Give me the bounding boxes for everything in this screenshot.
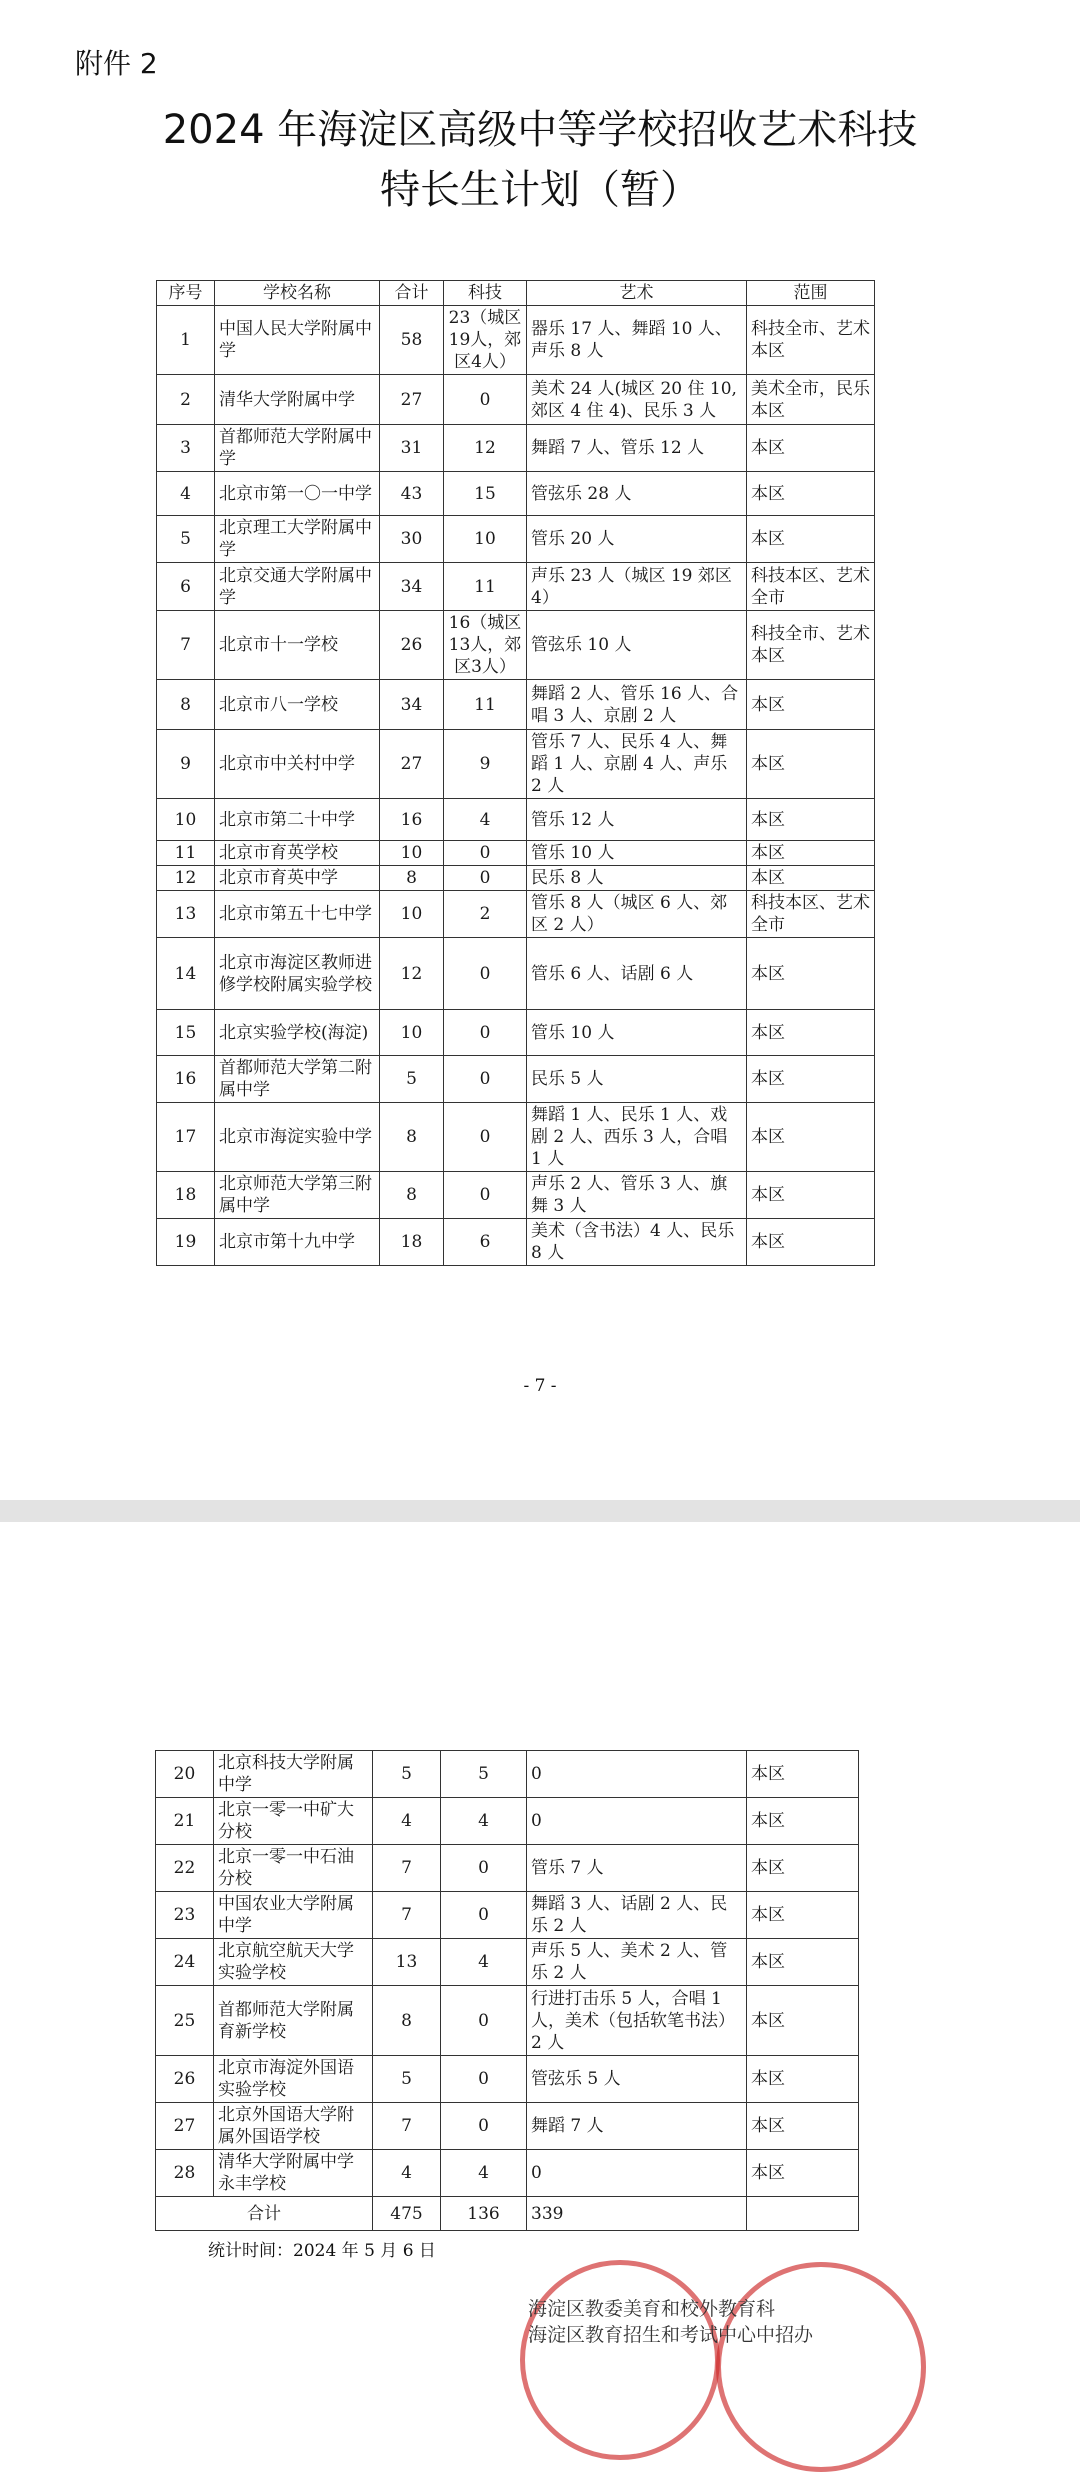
issuer-line2: 海淀区教育招生和考试中心中招办 [528,2324,814,2346]
school-name: 中国人民大学附属中学 [215,306,380,375]
row-index: 17 [157,1103,215,1172]
tech-count: 11 [444,680,527,730]
table-row [157,1172,875,1219]
row-index: 12 [157,866,215,891]
row-index: 18 [157,1172,215,1219]
scope: 本区 [747,516,875,563]
art-detail: 器乐 17 人、舞蹈 10 人、声乐 8 人 [527,306,747,375]
table-row [157,680,875,730]
scope: 本区 [747,866,875,891]
school-name: 北京市海淀外国语实验学校 [214,2056,373,2103]
scope: 本区 [747,1103,875,1172]
row-index: 5 [157,516,215,563]
school-name: 北京市海淀实验中学 [215,1103,380,1172]
art-detail: 管乐 12 人 [527,799,747,841]
row-index: 8 [157,680,215,730]
table-row [157,938,875,1010]
scope: 科技本区、艺术全市 [747,563,875,611]
school-name: 清华大学附属中学 [215,375,380,425]
table-row [157,611,875,680]
document-title-line2: 特长生计划（暂） [380,167,700,213]
tech-count: 4 [441,1798,527,1845]
tech-count: 0 [444,1056,527,1103]
table-row [156,2150,859,2197]
scope: 本区 [747,1056,875,1103]
row-index: 23 [156,1892,214,1939]
school-name: 中国农业大学附属中学 [214,1892,373,1939]
scope: 本区 [747,1986,859,2056]
total-count: 31 [380,425,444,472]
row-index: 25 [156,1986,214,2056]
row-index: 28 [156,2150,214,2197]
school-name: 北京市育英中学 [215,866,380,891]
total-count: 43 [380,472,444,516]
scope: 本区 [747,472,875,516]
school-name: 北京市第五十七中学 [215,891,380,938]
scope: 本区 [747,1219,875,1266]
art-detail: 管乐 8 人（城区 6 人、郊区 2 人） [527,891,747,938]
tech-count: 16（城区13人，郊区3人） [444,611,527,680]
total-sum: 475 [373,2197,441,2231]
table-row [157,425,875,472]
row-index: 24 [156,1939,214,1986]
header-art: 艺术 [527,281,747,306]
school-name: 北京市十一学校 [215,611,380,680]
art-detail: 0 [527,1751,747,1798]
row-index: 14 [157,938,215,1010]
total-count: 8 [380,866,444,891]
tech-count: 0 [441,1845,527,1892]
table-row [156,1892,859,1939]
scope: 本区 [747,841,875,866]
table-row [157,841,875,866]
school-name: 北京师范大学第三附属中学 [215,1172,380,1219]
scope: 本区 [747,1892,859,1939]
scope: 本区 [747,680,875,730]
row-index: 27 [156,2103,214,2150]
scope: 本区 [747,799,875,841]
school-name: 北京理工大学附属中学 [215,516,380,563]
page-number: - 7 - [523,1376,557,1396]
issuer-line1: 海淀区教委美育和校外教育科 [528,2298,776,2320]
table-row [157,375,875,425]
tech-count: 6 [444,1219,527,1266]
school-name: 北京航空航天大学实验学校 [214,1939,373,1986]
total-count: 12 [380,938,444,1010]
header-scope: 范围 [747,281,875,306]
row-index: 7 [157,611,215,680]
scope: 本区 [747,1798,859,1845]
row-index: 21 [156,1798,214,1845]
table-total-row [156,2197,859,2231]
table-row [157,799,875,841]
row-index: 13 [157,891,215,938]
total-count: 10 [380,1010,444,1056]
header-school: 学校名称 [215,281,380,306]
tech-count: 0 [444,375,527,425]
page-separator [0,1500,1080,1522]
school-name: 首都师范大学第二附属中学 [215,1056,380,1103]
table-row [157,1010,875,1056]
scope: 本区 [747,938,875,1010]
tech-count: 0 [441,2103,527,2150]
plan-table-part1 [156,280,875,1266]
row-index: 3 [157,425,215,472]
row-index: 22 [156,1845,214,1892]
statistics-time: 统计时间：2024 年 5 月 6 日 [208,2241,436,2261]
school-name: 北京一零一中石油分校 [214,1845,373,1892]
art-detail: 美术 24 人(城区 20 住 10, 郊区 4 住 4)、民乐 3 人 [527,375,747,425]
table-row [157,891,875,938]
scope: 科技本区、艺术全市 [747,891,875,938]
tech-count: 4 [444,799,527,841]
table-row [157,563,875,611]
tech-count: 0 [444,1172,527,1219]
total-count: 58 [380,306,444,375]
school-name: 北京科技大学附属中学 [214,1751,373,1798]
total-count: 4 [373,2150,441,2197]
school-name: 北京市海淀区教师进修学校附属实验学校 [215,938,380,1010]
scope: 本区 [747,425,875,472]
table-row [156,1939,859,1986]
table-row [157,472,875,516]
total-count: 26 [380,611,444,680]
school-name: 北京市第十九中学 [215,1219,380,1266]
art-detail: 民乐 8 人 [527,866,747,891]
scope: 美术全市，民乐本区 [747,375,875,425]
tech-count: 2 [444,891,527,938]
tech-count: 9 [444,730,527,799]
total-count: 16 [380,799,444,841]
scope: 本区 [747,2150,859,2197]
table-row [156,2103,859,2150]
plan-table-part2 [155,1750,859,2231]
table-row [157,1103,875,1172]
art-detail: 舞蹈 3 人、话剧 2 人、民乐 2 人 [527,1892,747,1939]
header-total: 合计 [380,281,444,306]
row-index: 9 [157,730,215,799]
table-row [157,730,875,799]
table-row [157,1219,875,1266]
scope: 本区 [747,1845,859,1892]
school-name: 清华大学附属中学永丰学校 [214,2150,373,2197]
art-detail: 管乐 10 人 [527,1010,747,1056]
row-index: 1 [157,306,215,375]
total-scope [747,2197,859,2231]
tech-count: 4 [441,2150,527,2197]
tech-count: 15 [444,472,527,516]
table-row [157,306,875,375]
scope: 本区 [747,1010,875,1056]
table-row [157,1056,875,1103]
header-index: 序号 [157,281,215,306]
scope: 科技全市、艺术本区 [747,611,875,680]
total-count: 5 [380,1056,444,1103]
school-name: 北京市第一〇一中学 [215,472,380,516]
total-count: 13 [373,1939,441,1986]
total-count: 10 [380,841,444,866]
art-detail: 0 [527,2150,747,2197]
tech-count: 0 [444,1010,527,1056]
total-label: 合计 [156,2197,373,2231]
tech-count: 23（城区19人，郊区4人） [444,306,527,375]
tech-count: 10 [444,516,527,563]
school-name: 北京交通大学附属中学 [215,563,380,611]
art-detail: 舞蹈 2 人、管乐 16 人、合唱 3 人、京剧 2 人 [527,680,747,730]
table-row [156,2056,859,2103]
art-detail: 管乐 10 人 [527,841,747,866]
tech-count: 0 [441,2056,527,2103]
table-row [156,1986,859,2056]
art-detail: 声乐 23 人（城区 19 郊区 4） [527,563,747,611]
table-row [156,1751,859,1798]
scope: 本区 [747,2056,859,2103]
art-detail: 行进打击乐 5 人，合唱 1 人，美术（包括软笔书法）2 人 [527,1986,747,2056]
row-index: 6 [157,563,215,611]
art-detail: 0 [527,1798,747,1845]
document-title-line1: 2024 年海淀区高级中等学校招收艺术科技 [162,107,918,153]
total-count: 7 [373,1892,441,1939]
art-detail: 管弦乐 28 人 [527,472,747,516]
total-count: 5 [373,2056,441,2103]
total-count: 4 [373,1798,441,1845]
total-count: 7 [373,2103,441,2150]
art-detail: 舞蹈 7 人 [527,2103,747,2150]
school-name: 北京实验学校(海淀) [215,1010,380,1056]
scope: 本区 [747,1751,859,1798]
tech-count: 12 [444,425,527,472]
art-detail: 舞蹈 7 人、管乐 12 人 [527,425,747,472]
total-count: 8 [380,1103,444,1172]
table-row [156,1798,859,1845]
total-count: 7 [373,1845,441,1892]
total-count: 30 [380,516,444,563]
art-detail: 管乐 7 人 [527,1845,747,1892]
tech-count: 11 [444,563,527,611]
tech-count: 0 [444,841,527,866]
row-index: 11 [157,841,215,866]
total-count: 5 [373,1751,441,1798]
scope: 本区 [747,1939,859,1986]
table-row [156,1845,859,1892]
total-count: 34 [380,563,444,611]
row-index: 19 [157,1219,215,1266]
art-detail: 美术（含书法）4 人、民乐 8 人 [527,1219,747,1266]
school-name: 首都师范大学附属中学 [215,425,380,472]
row-index: 4 [157,472,215,516]
art-detail: 管弦乐 10 人 [527,611,747,680]
total-art: 339 [527,2197,747,2231]
school-name: 北京市育英学校 [215,841,380,866]
tech-count: 0 [441,1892,527,1939]
scope: 科技全市、艺术本区 [747,306,875,375]
row-index: 10 [157,799,215,841]
total-tech: 136 [441,2197,527,2231]
attachment-label: 附件 2 [75,47,158,80]
table-header-row [157,281,875,306]
scope: 本区 [747,730,875,799]
row-index: 2 [157,375,215,425]
scope: 本区 [747,2103,859,2150]
tech-count: 0 [441,1986,527,2056]
art-detail: 管乐 7 人、民乐 4 人、舞蹈 1 人、京剧 4 人、声乐 2 人 [527,730,747,799]
school-name: 北京一零一中矿大分校 [214,1798,373,1845]
row-index: 15 [157,1010,215,1056]
school-name: 北京市第二十中学 [215,799,380,841]
tech-count: 0 [444,866,527,891]
school-name: 北京外国语大学附属外国语学校 [214,2103,373,2150]
total-count: 10 [380,891,444,938]
art-detail: 管弦乐 5 人 [527,2056,747,2103]
official-seal-left [520,2260,720,2460]
tech-count: 0 [444,1103,527,1172]
art-detail: 声乐 5 人、美术 2 人、管乐 2 人 [527,1939,747,1986]
table-row [157,866,875,891]
school-name: 北京市中关村中学 [215,730,380,799]
scope: 本区 [747,1172,875,1219]
total-count: 27 [380,375,444,425]
art-detail: 管乐 6 人、话剧 6 人 [527,938,747,1010]
row-index: 26 [156,2056,214,2103]
table-row [157,516,875,563]
row-index: 20 [156,1751,214,1798]
tech-count: 4 [441,1939,527,1986]
art-detail: 管乐 20 人 [527,516,747,563]
art-detail: 舞蹈 1 人、民乐 1 人、戏剧 2 人、西乐 3 人，合唱 1 人 [527,1103,747,1172]
total-count: 8 [380,1172,444,1219]
total-count: 27 [380,730,444,799]
row-index: 16 [157,1056,215,1103]
tech-count: 0 [444,938,527,1010]
school-name: 北京市八一学校 [215,680,380,730]
art-detail: 声乐 2 人、管乐 3 人、旗舞 3 人 [527,1172,747,1219]
art-detail: 民乐 5 人 [527,1056,747,1103]
total-count: 8 [373,1986,441,2056]
total-count: 18 [380,1219,444,1266]
school-name: 首都师范大学附属育新学校 [214,1986,373,2056]
header-tech: 科技 [444,281,527,306]
total-count: 34 [380,680,444,730]
tech-count: 5 [441,1751,527,1798]
